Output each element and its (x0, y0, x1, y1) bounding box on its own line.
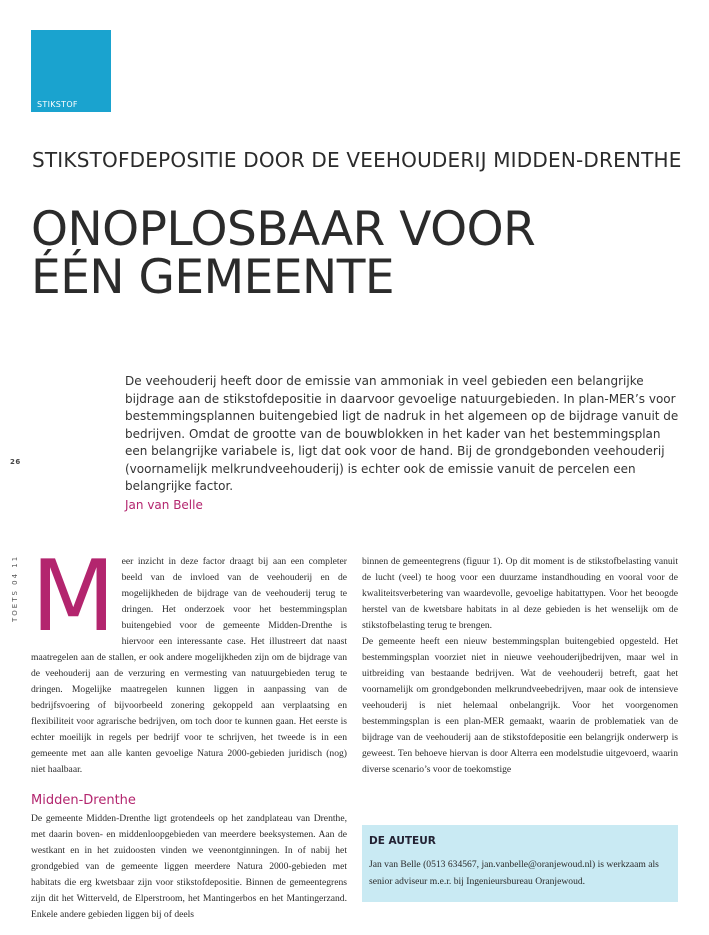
section-tag-label: STIKSTOF (37, 100, 78, 109)
subheading: Midden-Drenthe (31, 793, 136, 808)
kicker: STIKSTOFDEPOSITIE DOOR DE VEEHOUDERIJ MIDDEN-DRENTHE (32, 148, 682, 172)
headline-line-2: ÉÉN GEMEENTE (31, 250, 395, 305)
author-box (362, 825, 678, 902)
page-number: 26 (10, 458, 21, 466)
journal-issue: TOETS 04 11 (11, 554, 19, 622)
lead-paragraph-block (125, 373, 680, 514)
lead-paragraph: De veehouderij heeft door de emissie van ammoniak in veel gebieden een belangrijke bijdrage aan de stikstofdepositie in daarvoor gevoelige natuurgebieden. In plan-MER’s voor bestemmingsplannen buitengebied ligt de nadruk in het algemeen op de bijdrage vanuit de bedrijven. Omdat de grootte van de bouwblokken in het kader van het bestemmingsplan een belangrijke variabele is, ligt dat ook voor de hand. Bij de grondgebonden veehouderij (voornamelijk melkrundveehouderij) is echter ook de emissie vanuit de percelen een belangrijke factor. (125, 374, 679, 493)
body-paragraph: De gemeente heeft een nieuw bestemmingsplan buitengebied opgesteld. Het bestemmingsplan voorziet niet in nieuwe veehouderijbedrijven, maar wel in uitbreiding van bestaande bedrijven. Wat de veehouderij betreft, gaat het voornamelijk om grondgebonden melkrundveebedrijven, maar ook de intensieve veehouderij is niet helemaal onbelangrijk. Voor het voorgenomen bestemmingsplan is een plan-MER gemaakt, waarin de problematiek van de bijdrage van de veehouderij aan de stikstofdepositie een belangrijk onderwerp is geweest. Ten behoeve hiervan is door Alterra een modelstudie uitgevoerd, waarin diverse scenario’s voor de toekomstige (362, 636, 678, 775)
drop-cap: M (31, 540, 116, 654)
right-column (362, 554, 678, 778)
body-paragraph: De gemeente Midden-Drenthe ligt grotendeels op het zandplateau van Drenthe, met daarin boven- en middenloopgebieden van meerdere beeksystemen. Aan de westkant en in het zuidoosten vinden we veenontginningen. In of nabij het grondgebied van de gemeente liggen meerdere Natura 2000-gebieden met habitats die erg kwetsbaar zijn voor stikstofdepositie. Binnen de gemeentegrens zijn dit het Witterveld, de Elperstroom, het Mantingerbos en het Mantingerzand. Enkele andere gebieden liggen bij of deels (31, 813, 347, 920)
page-title (31, 202, 536, 305)
section-tag-box (31, 30, 111, 112)
left-column (31, 540, 347, 923)
author-box-title: DE AUTEUR (369, 835, 436, 847)
byline: Jan van Belle (125, 497, 203, 512)
author-box-text: Jan van Belle (0513 634567, jan.vanbelle@oranjewoud.nl) is werkzaam als senior adviseur m.e.r. bij Ingenieursbureau Oranjewoud. (369, 859, 659, 887)
body-paragraph: binnen de gemeentegrens (figuur 1). Op dit moment is de stikstofbelasting vanuit de lucht (veel) te hoog voor een duurzame instandhouding en vooral voor de kwaliteitsverbetering van waardevolle, gevoelige habitattypen. Voor het beoogde herstel van de kwetsbare habitats in al deze gebieden is het wenselijk om de stikstofbelasting terug te brengen. (362, 556, 678, 631)
headline-line-1: ONOPLOSBAAR VOOR (31, 202, 536, 257)
intro-paragraph: eer inzicht in deze factor draagt bij aan een completer beeld van de invloed van de veehouderij en de mogelijkheden de bijdrage van de veehouderij terug te dringen. Het onderzoek voor het bestemmingsplan buitengebied voor de gemeente Midden-Drenthe is hiervoor een interessante case. Het illustreert dat naast maatregelen aan de stallen, er ook andere mogelijkheden zijn om de bijdrage van de veehouderij aan de verzuring en vermesting van natuurgebieden terug te dringen. Mogelijke maatregelen kunnen liggen in aanpassing van de bedrijfsvoering of bijvoorbeeld zonering gekoppeld aan verplaatsing en flexibiliteit voor agrarische bedrijven, om toch door te kunnen gaan. Het eerste is echter moeilijk in regels per bedrijf voor te schrijven, het tweede is in een gemeente met aan alle kanten gevoelige Natura 2000-gebieden juridisch (nog) niet haalbaar. (31, 556, 347, 775)
